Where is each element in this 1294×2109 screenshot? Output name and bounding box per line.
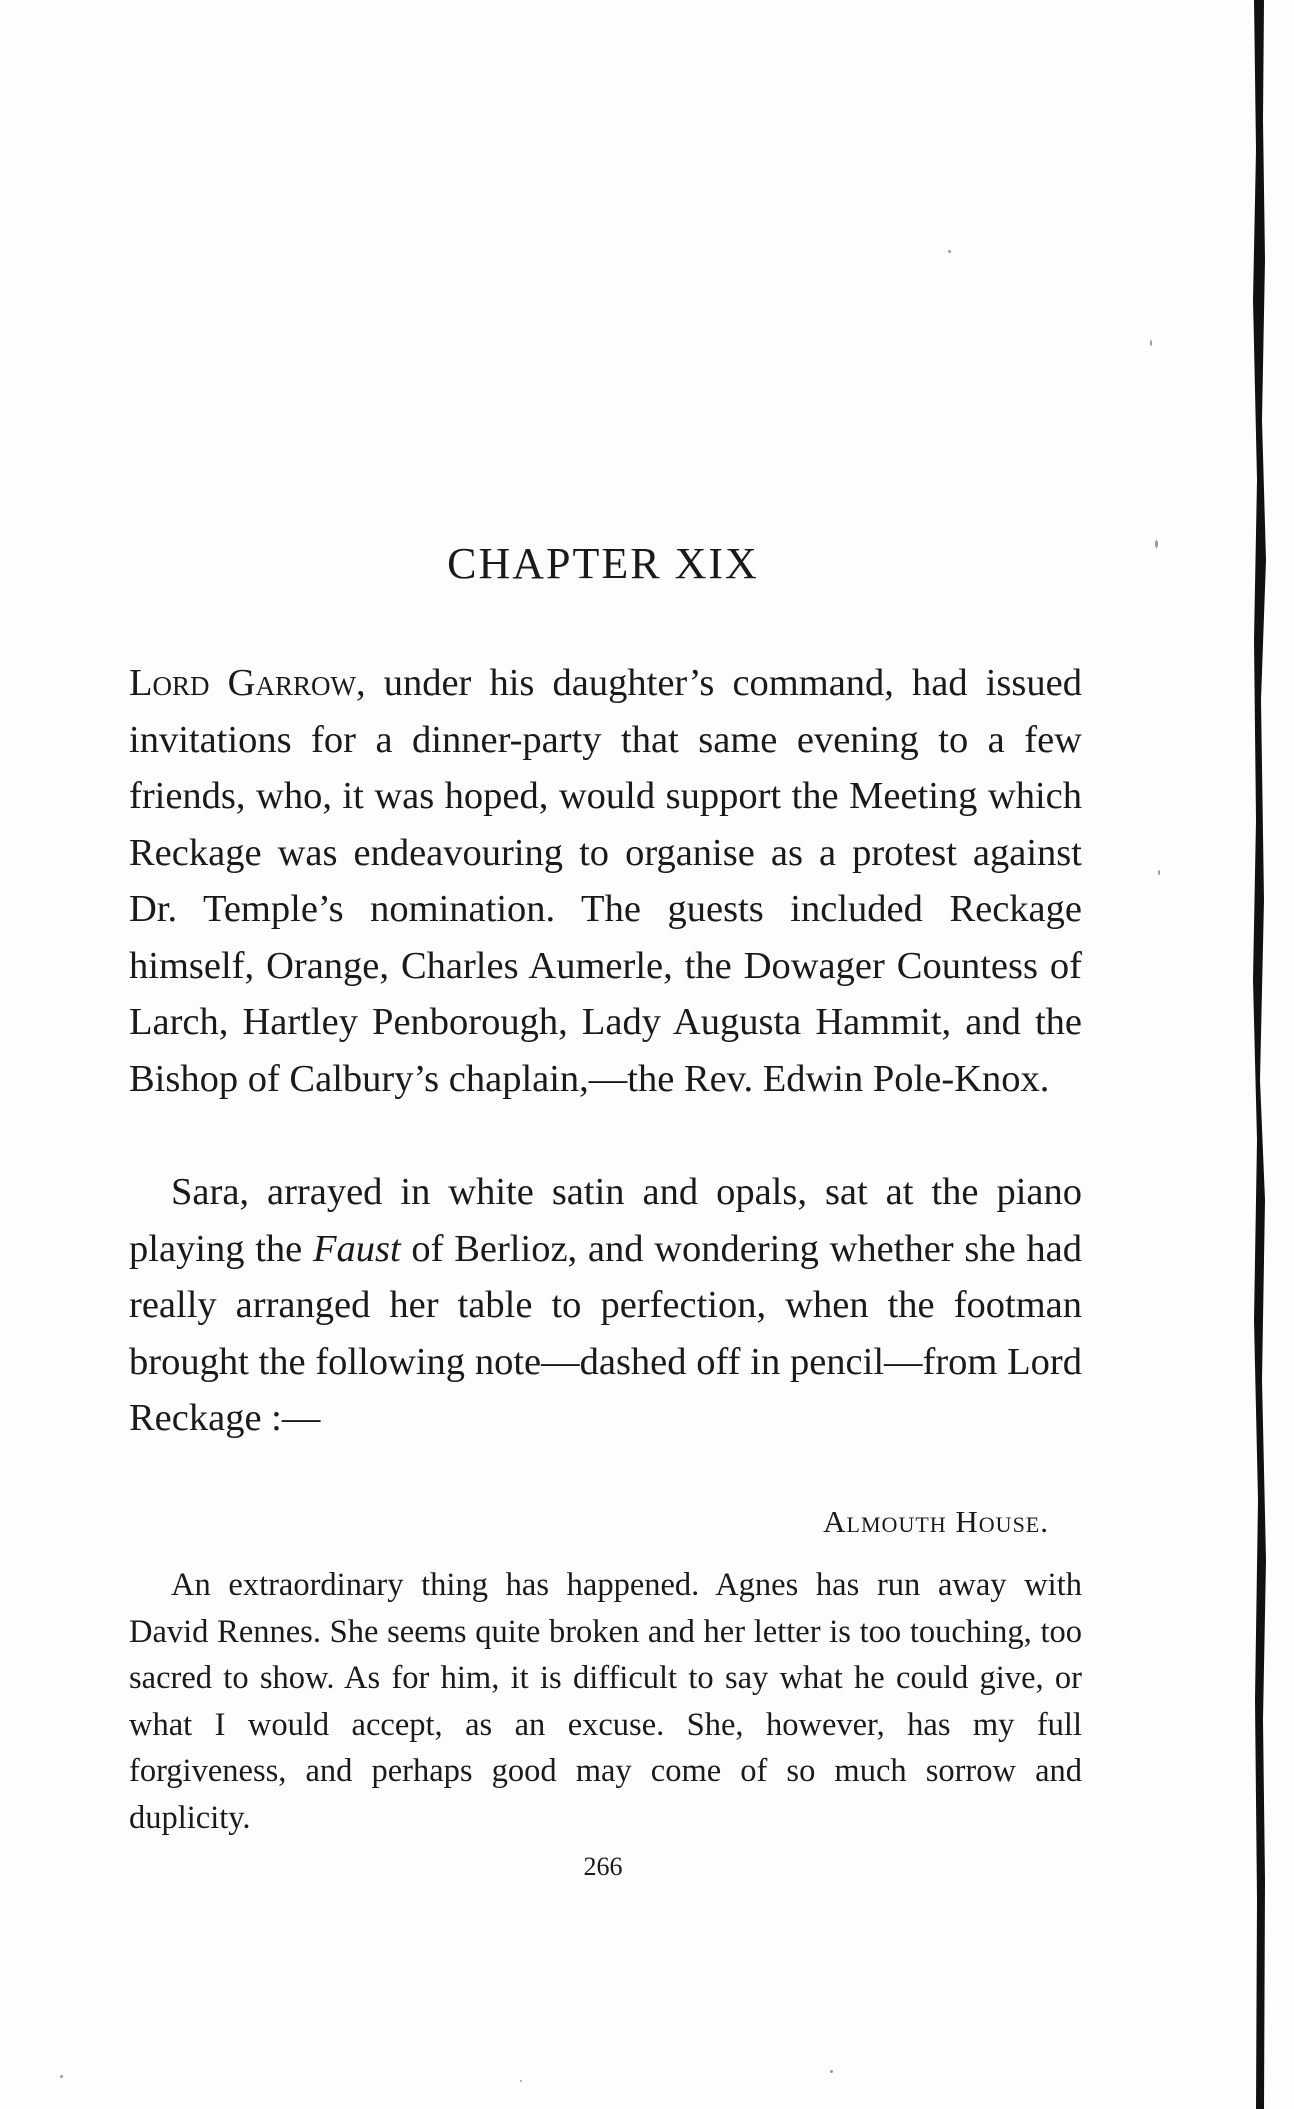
paper-speck [948, 250, 951, 253]
paragraph-1 [129, 655, 1082, 1107]
letter-body: An extraordinary thing has happened. Agnes has run away with David Rennes. She seems quite broken and her letter is too touching, too sacred to show. As for him, it is difficult to say what he could give, or what I would accept, as an excuse. She, however, has my full forgiveness, and perhaps good may come of so much sorrow and duplicity. [129, 1567, 1082, 1836]
paper-speck [1155, 540, 1158, 548]
paragraph-2-text-end: of Berlioz, and wondering whether she had really arranged her table to perfection, when the footman brought the following note—dashed off in pencil—from Lord Reckage :— [129, 1227, 1082, 1439]
paper-speck [60, 2075, 63, 2078]
binding-edge-shadow [1248, 0, 1270, 2109]
paper-speck [1158, 870, 1160, 875]
paragraph-2 [129, 1164, 1082, 1447]
paper-speck [1150, 340, 1152, 346]
paragraph-1-text: under his daughter’s command, had issued invitations for a dinner-party that same evening to a few friends, who, it was hoped, would support the Meeting which Reckage was endeavouring to organise as a protest against Dr. Temple’s nomination. The guests included Reckage himself, Orange, Charles Aumerle, the Dowager Countess of Larch, Hartley Penborough, Lady Augusta Hammit, and the Bishop of Calbury’s chaplain,—the Rev. Edwin Pole-Knox. [129, 662, 1082, 1100]
chapter-heading: CHAPTER XIX [447, 539, 759, 588]
binding-shadow-shape [1253, 0, 1266, 2109]
paragraph-2-italic-title: Faust [312, 1227, 401, 1270]
letter-address: Almouth House. [823, 1504, 1049, 1539]
paragraph-1-lead: Lord Garrow, [129, 662, 366, 704]
paper-speck [520, 2080, 522, 2082]
paper-speck [830, 2070, 833, 2073]
page-number: 266 [583, 1852, 623, 1881]
paragraph-2-text-start: Sara, arrayed in white satin and opals, sat at the piano playing the [129, 1171, 1082, 1270]
